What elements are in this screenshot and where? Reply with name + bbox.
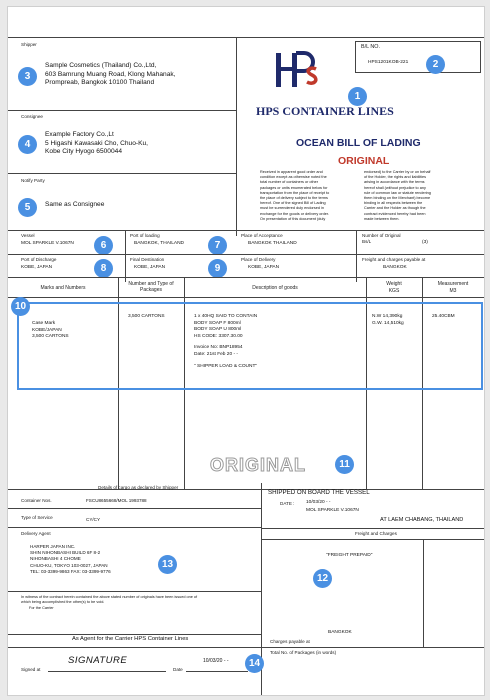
date-line <box>186 671 248 672</box>
marker-7: 7 <box>208 236 227 255</box>
delivery-agent-address <box>30 544 111 575</box>
terms-line: Carrier and the Holder as though the <box>364 206 426 211</box>
divider <box>236 37 237 236</box>
consignee-line: 5 Higashi Kawasaki Cho, Chuo-Ku, <box>45 139 148 147</box>
port-discharge-label: Port of Discharge <box>21 257 57 262</box>
vessel-value: MOL SPARKLE V.1067N <box>21 241 74 246</box>
witness-line: In witness of the contract herein contained the above stated number of originals have been issued one of <box>21 595 198 599</box>
total-packages-label: Total No. of Packages (in words) <box>270 650 337 655</box>
container-value: FSCU8655668/MOL 1993788 <box>86 498 147 503</box>
description-line: Invoice No: BNP18954 <box>194 345 243 351</box>
shipped-date: 10/03/20 - - <box>306 500 331 505</box>
port-loading-value: BANGKOK, THAILAND <box>134 241 185 246</box>
divider <box>8 634 261 635</box>
marker-14: 14 <box>245 654 264 673</box>
agent-line: CHUO-KU, TOKYO 103-0027, JAPAN <box>30 562 108 568</box>
description-line: Date: 21st Feb 20 - - <box>194 351 238 357</box>
divider <box>8 110 236 111</box>
original-bl-label: Number of Original Bs/L <box>362 233 401 244</box>
packages-value: 3,500 CARTONS <box>128 314 165 319</box>
shipped-date-label: DATE : <box>280 501 295 506</box>
marker-13: 13 <box>158 555 177 574</box>
final-destination-value: KOBE, JAPAN <box>134 265 166 270</box>
marker-9: 9 <box>208 259 227 278</box>
marker-8: 8 <box>94 259 113 278</box>
agent-text: As Agent for the Carrier HPS Container Lines <box>72 636 189 642</box>
marker-4: 4 <box>18 135 37 154</box>
terms-line: hereof shall (without prejudice to any <box>364 185 426 190</box>
divider <box>8 173 236 174</box>
terms-line: exchange for the goods or delivery order. <box>260 211 330 216</box>
consignee-label: Consignee <box>21 114 43 119</box>
original-watermark: ORIGINAL <box>210 455 306 475</box>
marker-10: 10 <box>11 297 30 316</box>
divider <box>8 230 484 231</box>
terms-line: arising in accordance with the terms <box>364 180 425 185</box>
vessel-label: Vessel <box>21 233 35 238</box>
place-delivery-value: KOBE, JAPAN <box>248 265 280 270</box>
shipped-title: SHIPPED ON BOARD THE VESSEL <box>268 489 370 496</box>
company-name: HPS CONTAINER LINES <box>256 104 394 118</box>
terms-left <box>260 170 329 222</box>
marker-2: 2 <box>426 55 445 74</box>
signed-at-label: Signed at <box>21 667 41 672</box>
divider <box>423 539 424 647</box>
signature-date: 10/03/20 - - <box>203 658 229 664</box>
divider <box>8 277 484 278</box>
bl-number: HPS1201KOB-221 <box>368 60 409 65</box>
bill-of-lading-page <box>7 6 485 696</box>
divider <box>8 527 261 528</box>
divider <box>8 254 484 255</box>
terms-line: of the Holder, the rights and liabilities <box>364 175 427 180</box>
witness-text <box>21 595 197 611</box>
place-acceptance-value: BANGKOK THAILAND <box>248 241 297 246</box>
original-bl-value: (3) <box>422 240 428 245</box>
terms-line: Received in apparent good order and <box>260 170 323 174</box>
place-delivery-label: Place of Delivery <box>241 257 276 262</box>
service-label: Type of Service <box>21 515 53 520</box>
hps-logo <box>272 47 332 97</box>
shipped-vessel: MOL SPARKLE V.1067N <box>306 508 359 513</box>
packages-header: Number and Type of Packages <box>128 281 174 293</box>
measurement-header: Measurement <box>437 281 469 287</box>
freight-payable-value: BANGKOK <box>383 265 407 270</box>
delivery-agent-label: Delivery Agent <box>21 531 51 536</box>
divider <box>261 647 484 648</box>
marker-3: 3 <box>18 67 37 86</box>
declared-label: Details of cargo as declared by Shipper <box>98 485 179 490</box>
terms-line: transportation from the place of receipt to <box>260 190 330 195</box>
terms-line: must be surrendered duly endorsed in <box>260 206 324 211</box>
description-line: 1 x 40HQ SAID TO CONTAIN <box>194 314 258 319</box>
marker-12: 12 <box>313 569 332 588</box>
terms-line: On presentation of this document (duly <box>260 216 326 221</box>
description-line: " SHIPPER LOAD & COUNT" <box>194 363 258 369</box>
shipper-line: 603 Bamrung Muang Road, Klong Mahanak, <box>45 70 176 78</box>
shipper-address <box>45 62 176 88</box>
divider <box>8 508 261 509</box>
place-acceptance-label: Place of Acceptance <box>241 233 283 238</box>
terms-line: hereof. One of the signed Bill of Lading <box>260 201 326 206</box>
divider <box>125 230 126 282</box>
notify-value: Same as Consignee <box>45 201 105 208</box>
marker-1: 1 <box>348 87 367 106</box>
weight-line: G.W. 14,510kg <box>372 320 404 326</box>
measurement-unit: M3 <box>449 288 457 294</box>
weight-header: Weight <box>386 281 402 287</box>
marker-6: 6 <box>94 236 113 255</box>
agent-line: HARPER JAPAN INC. <box>30 544 76 549</box>
measurement-value: 25.40CBM <box>432 314 455 319</box>
weight-line: N.W 14,390kg <box>372 314 403 319</box>
mark-line: Case Mark <box>32 321 56 326</box>
description-line: HS CODE: 3307.30.00 <box>194 333 243 339</box>
terms-line: rule of common law or statute rendering <box>364 190 431 195</box>
terms-line: total number of containers or other <box>260 180 319 185</box>
bl-label: B/L NO. <box>361 44 380 50</box>
date-label: Date <box>173 667 183 672</box>
divider <box>356 230 357 282</box>
mark-line: 3,500 CARTONS <box>32 334 69 340</box>
service-value: CY/CY <box>86 517 101 522</box>
marks-header: Marks and Numbers <box>40 285 86 291</box>
signature: SIGNATURE <box>68 655 128 666</box>
charges-payable-label: Charges payable at <box>270 639 310 644</box>
logo-mark <box>272 47 332 97</box>
agent-line: TEL: 03-3399-9863 FAX: 03-3399-9776 <box>30 568 111 574</box>
terms-line: them binding on the Merchant) become <box>364 196 431 201</box>
original-stamp: ORIGINAL <box>338 155 390 167</box>
terms-line: condition except as otherwise noted the <box>260 175 327 180</box>
divider <box>261 528 484 529</box>
notify-label: Notify Party <box>21 178 45 183</box>
consignee-line: Example Factory Co.,Lt <box>45 131 114 138</box>
terms-line: endorsed) to the Carrier by or on behalf <box>364 170 431 174</box>
divider <box>261 539 484 540</box>
divider <box>8 489 484 490</box>
agent-line: NIHONBASHI 4 CHOME <box>30 556 81 562</box>
case-marks <box>32 321 69 341</box>
terms-line: contract evidenced hereby had been <box>364 211 426 216</box>
divider <box>8 37 484 38</box>
freight-charges-label: Freight and Charges <box>355 531 397 536</box>
mark-line: KOBE/JAPAN <box>32 327 62 333</box>
consignee-address <box>45 131 148 157</box>
terms-right <box>364 170 431 222</box>
final-destination-label: Final Destination <box>130 257 165 262</box>
port-loading-label: Port of loading <box>130 233 160 238</box>
divider <box>8 591 261 592</box>
consignee-line: Kobe City Hyogo 6500044 <box>45 148 122 156</box>
witness-line: For the Carrier <box>29 605 54 610</box>
shipper-line: Sample Cosmetics (Thailand) Co.,Ltd, <box>45 62 157 69</box>
terms-line: made between them. <box>364 216 400 221</box>
witness-line: which being accomplished the other(s) to be void. <box>21 600 105 605</box>
charges-payable-place: BANGKOK <box>328 630 352 635</box>
terms-line: packages or units enumerated below for <box>260 185 328 190</box>
freight-prepaid: "FREIGHT PREPAID" <box>326 553 373 558</box>
weight-unit: KGS <box>388 288 400 294</box>
weight-values <box>372 314 404 327</box>
description-line: BODY SOAP U 800ml <box>194 327 242 333</box>
goods-description <box>194 314 257 370</box>
description-header: Description of goods <box>252 285 298 291</box>
agent-line: SHIN NIHONBASHI BUILD 6F 8-2 <box>30 550 101 556</box>
document-title: OCEAN BILL OF LADING <box>296 137 421 149</box>
shipped-port: AT LAEM CHABANG, THAILAND <box>380 517 464 523</box>
divider <box>8 297 484 298</box>
shipper-label: Shipper <box>21 42 37 47</box>
terms-line: binding in all respects between the <box>364 201 423 206</box>
container-label: Container Nos. <box>21 498 52 503</box>
description-line: BODY SOAP F 800ml <box>194 320 241 326</box>
signature-line <box>48 671 166 672</box>
terms-line: the place of delivery subject to the terms <box>260 196 328 201</box>
freight-payable-label: Freight and charges payable at <box>362 257 426 262</box>
port-discharge-value: KOBE, JAPAN <box>21 265 53 270</box>
marker-5: 5 <box>18 198 37 217</box>
marker-11: 11 <box>335 455 354 474</box>
shipper-line: Prompreab, Bangkok 10100 Thailand <box>45 79 155 87</box>
